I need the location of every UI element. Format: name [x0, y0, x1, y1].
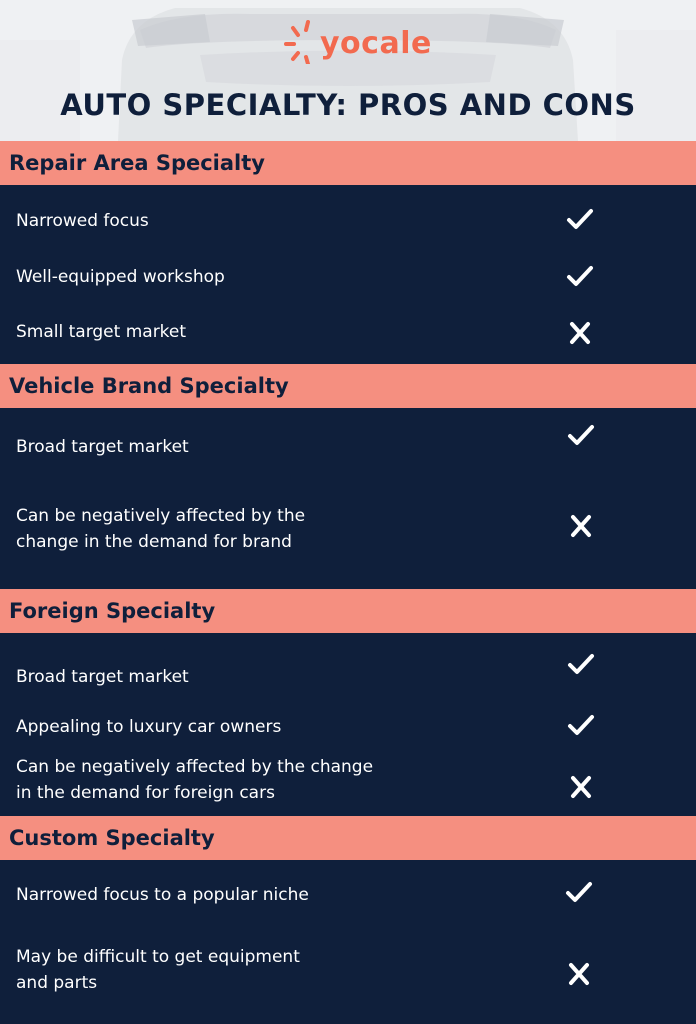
check-icon — [567, 423, 595, 447]
logo-wordmark: yocale — [320, 26, 432, 61]
check-icon — [567, 713, 595, 737]
list-item: Appealing to luxury car owners — [16, 717, 282, 737]
list-item: Narrowed focus — [16, 211, 149, 231]
check-icon — [566, 207, 594, 231]
page-title: AUTO SPECIALTY: PROS AND CONS — [60, 88, 636, 122]
section-header-custom — [0, 816, 696, 860]
section-header-vehicle-brand — [0, 364, 696, 408]
section-header-foreign — [0, 589, 696, 633]
check-icon — [565, 880, 593, 904]
yocale-logo[interactable] — [284, 18, 432, 68]
list-item: Can be negatively affected by the — [16, 506, 306, 526]
list-item: Broad target market — [16, 667, 189, 687]
section-header-repair-area — [0, 141, 696, 185]
cross-icon — [566, 321, 594, 345]
sun-logo-icon — [284, 18, 320, 64]
list-item: Broad target market — [16, 437, 189, 457]
section-heading: Foreign Specialty — [9, 599, 216, 623]
list-item: May be difficult to get equipment — [16, 947, 300, 967]
cross-icon — [567, 775, 595, 799]
section-heading: Repair Area Specialty — [9, 151, 265, 175]
list-item: Small target market — [16, 322, 187, 342]
cross-icon — [565, 962, 593, 986]
section-heading: Vehicle Brand Specialty — [9, 374, 289, 398]
list-item: Narrowed focus to a popular niche — [16, 885, 309, 905]
list-item: Well-equipped workshop — [16, 267, 225, 287]
list-item-continued: in the demand for foreign cars — [16, 783, 275, 803]
section-heading: Custom Specialty — [9, 826, 215, 850]
list-item-continued: and parts — [16, 973, 98, 993]
check-icon — [566, 264, 594, 288]
hero-header — [0, 0, 696, 141]
cross-icon — [567, 514, 595, 538]
list-item: Can be negatively affected by the change — [16, 757, 374, 777]
list-item-continued: change in the demand for brand — [16, 532, 292, 552]
check-icon — [567, 652, 595, 676]
